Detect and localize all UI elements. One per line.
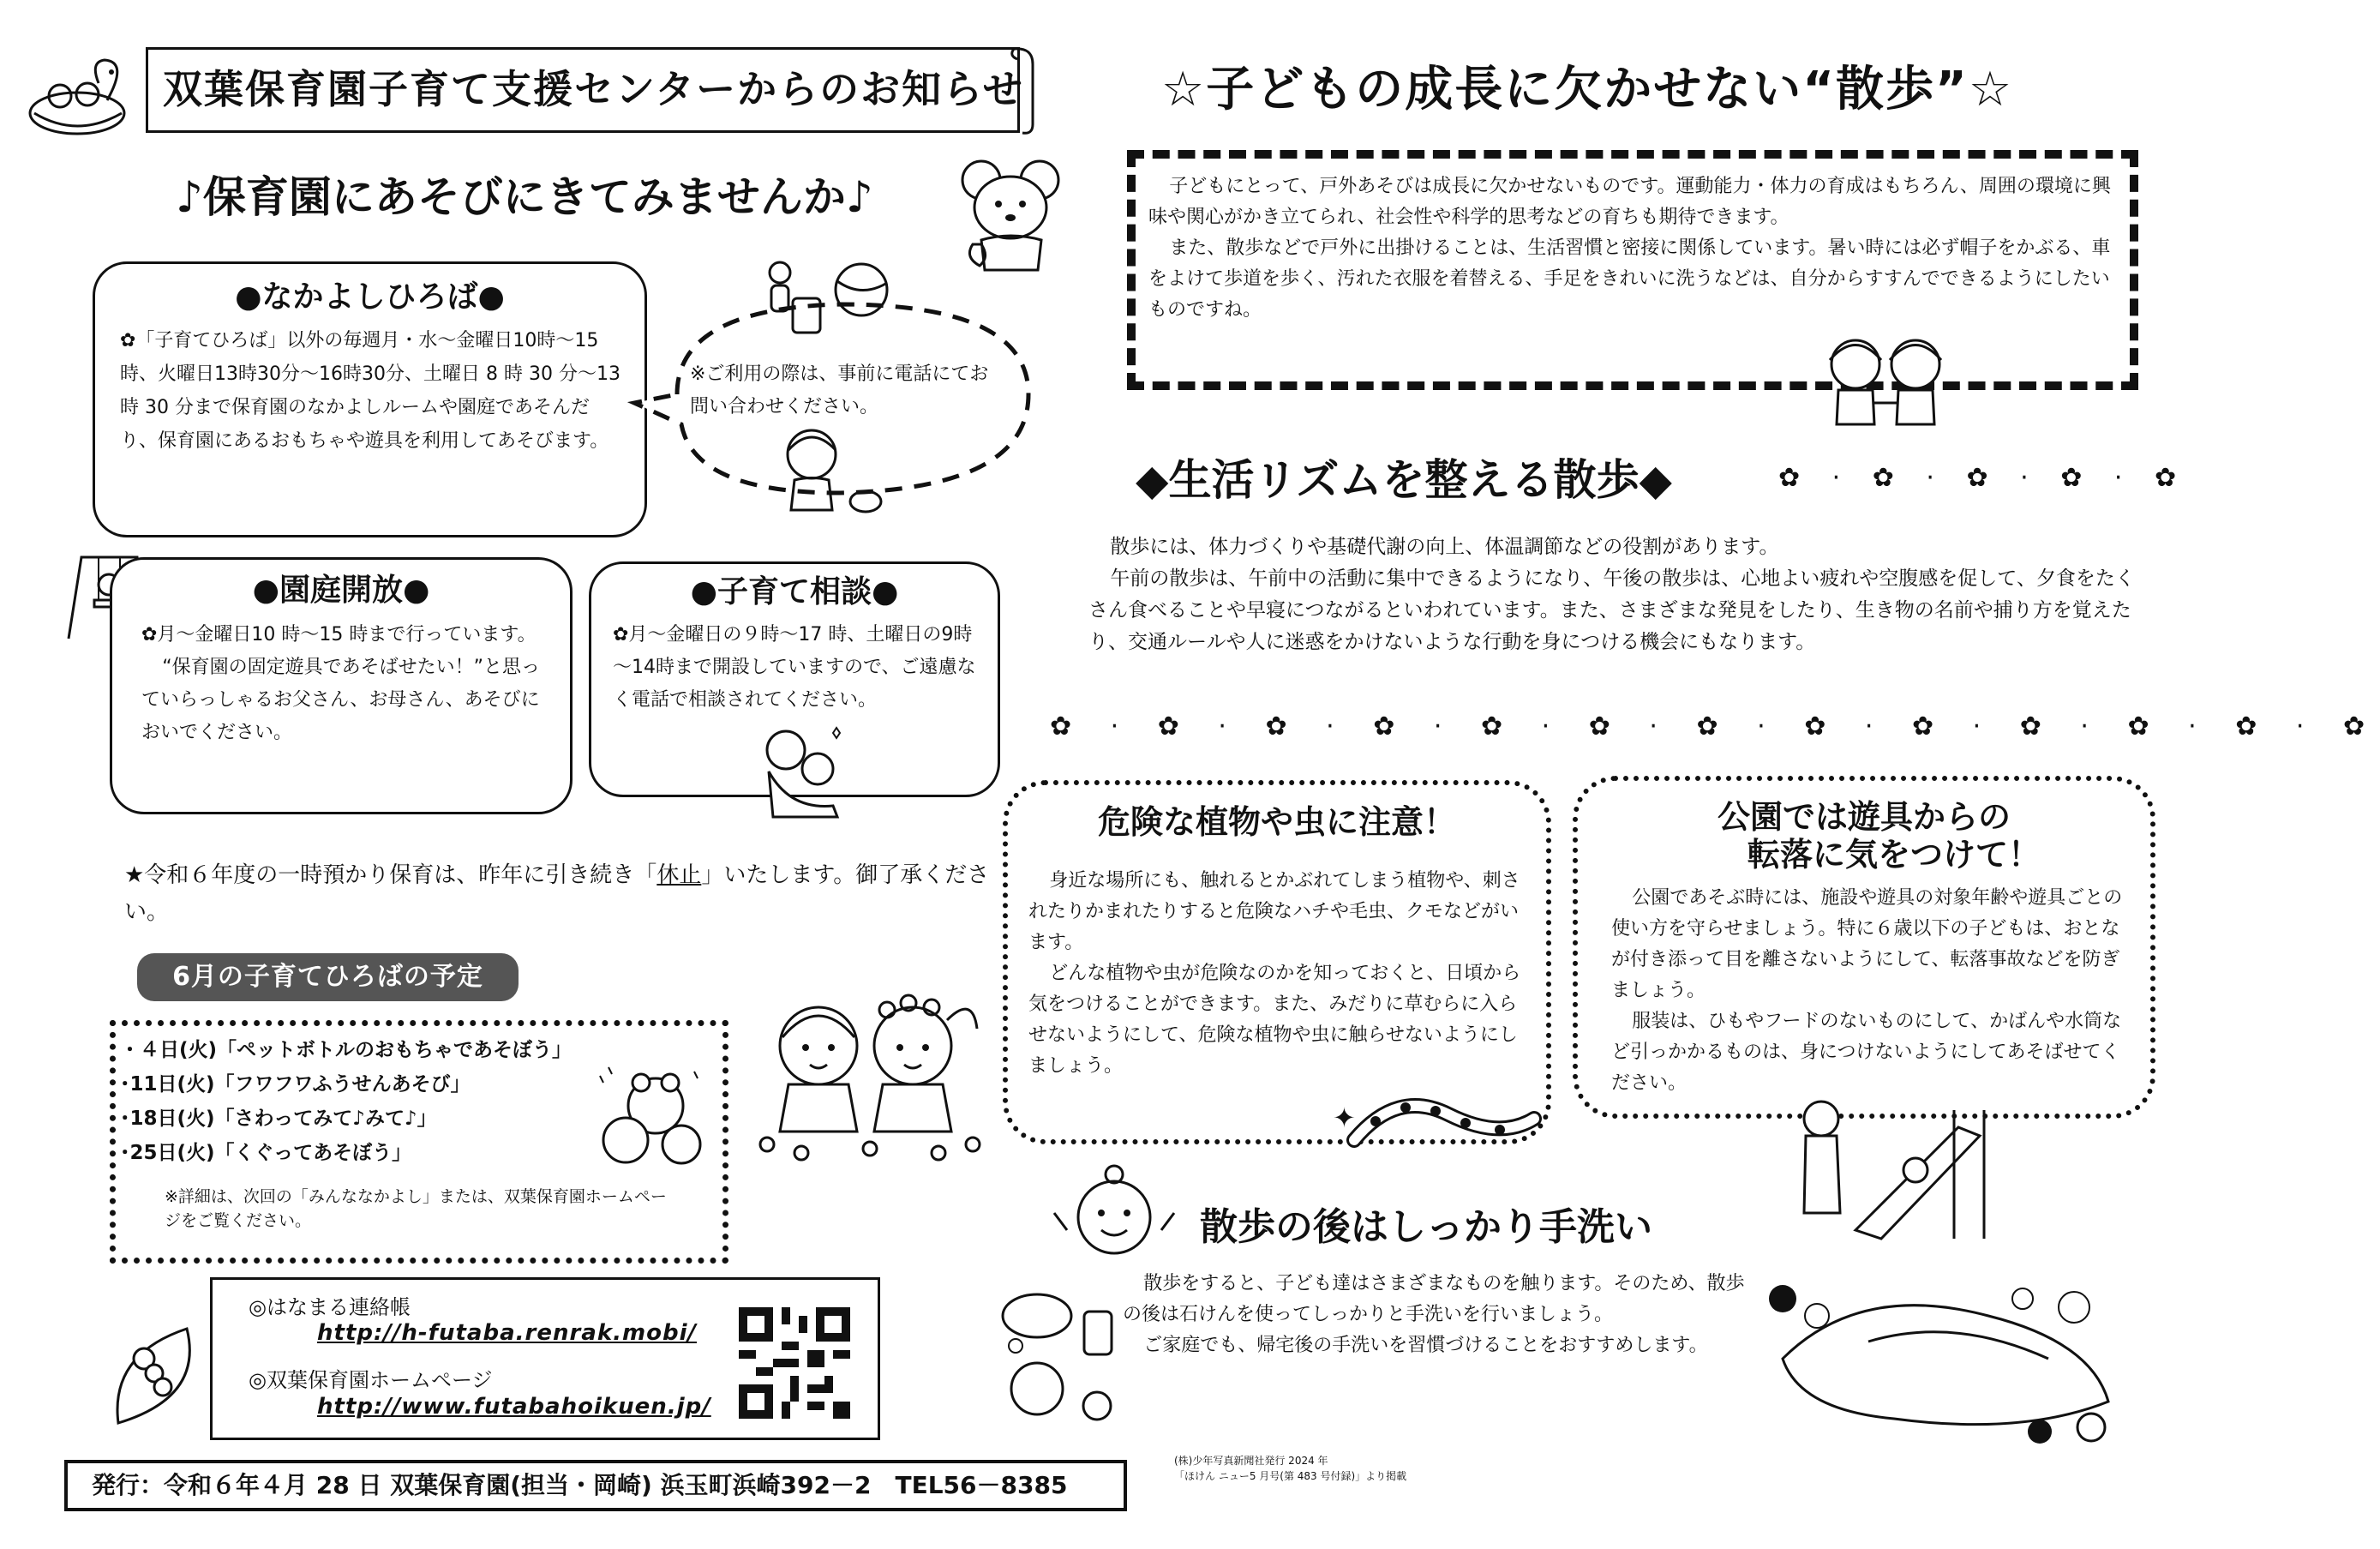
schedule-note: ※詳細は、次回の「みんななかよし」または、双葉保育園ホームページをご覧ください。 bbox=[165, 1187, 667, 1230]
park-p2: 服装は、ひもやフードのないものにして、かばんや水筒など引っかかるものは、身につけないようにしてあそばせてください。 bbox=[1611, 1011, 2122, 1094]
danger-p1: 身近な場所にも、触れるとかぶれてしまう植物や、刺されたりかまれたりすると危険なハチや毛虫、クモなどがいます。 bbox=[1028, 870, 1520, 953]
header-banner-title: 双葉保育園子育て支援センターからのお知らせ bbox=[163, 66, 1024, 112]
danger-p2: どんな植物や虫が危険なのかを知っておくと、日頃から気をつけることができます。また、みだりに草むらに入らせないようにして、危険な植物や虫に触らせないようにしましょう。 bbox=[1028, 963, 1521, 1077]
slide-and-child-illustration bbox=[1787, 1084, 1993, 1247]
mother-and-baby-illustration bbox=[756, 724, 850, 819]
caterpillar-illustration bbox=[1337, 1080, 1551, 1157]
kosodate-soudan-text: ✿月～金曜日の９時～17 時、土曜日の9時～14時まで開設していますので、ご遠慮なく電話で相談されてください。 bbox=[613, 624, 976, 711]
nakayoshi-hiroba-title: ●なかよしひろば● bbox=[235, 279, 505, 315]
entei-kaiho-text bbox=[141, 619, 553, 749]
park-title-1: 公園では遊具からの bbox=[1717, 798, 2011, 836]
mother-bird-nest-illustration bbox=[26, 53, 141, 139]
park-text bbox=[1611, 883, 2125, 1099]
child-with-toy-illustration bbox=[776, 424, 887, 519]
ichiji-azukari-notice bbox=[124, 857, 990, 931]
park-p1: 公園であそぶ時には、施設や遊具の対象年齢や遊具ごとの使い方を守らせましょう。特に６歳以下の子どもは、おとなが付き添って目を離さないようにして、転落事故などを防ぎましょう。 bbox=[1611, 887, 2123, 1001]
caterpillar-on-leaf-illustration bbox=[110, 1320, 204, 1432]
notice-pre: ★令和６年度の一時預かり保育は、昨年に引き続き「 bbox=[124, 862, 657, 888]
wash-text bbox=[1123, 1269, 1748, 1361]
kosodate-soudan-title: ●子育て相談● bbox=[690, 574, 899, 609]
toys-illustration bbox=[758, 255, 896, 341]
link-homepage-label: ◎双葉保育園ホームページ bbox=[249, 1368, 493, 1392]
intro-p2: また、散歩などで戸外に出掛けることは、生活習慣と密接に関係しています。暑い時には必ず帽子をかぶる、車をよけて歩道を歩く、汚れた衣服を着替える、手足をきれいに洗うなどは、自分からすすんでできるようにしたいものですね。 bbox=[1148, 237, 2111, 321]
invite-title: ♪保育園にあそびにきてみませんか♪ bbox=[176, 172, 873, 222]
schedule-item: ･18日(火)「さわってみて♪みて♪」 bbox=[120, 1108, 437, 1130]
sanpo-main-title: ☆子どもの成長に欠かせない“散歩”☆ bbox=[1161, 62, 2014, 117]
qr-code-icon[interactable] bbox=[739, 1307, 850, 1419]
credit-line-1: (株)少年写真新聞社発行 2024 年 bbox=[1174, 1455, 1328, 1467]
rhythm-p2: 午前の散歩は、午前中の活動に集中できるようになり、午後の散歩は、心地よい疲れや空腹感を促して、夕食をたくさん食べることや早寝につながるといわれています。また、さまざまな発見をしたり、生き物の名前や捕り方を覚えたり、交通ルールや人に迷惑をかけないような行動を身につける機会にもなります。 bbox=[1088, 567, 2135, 653]
schedule-item: ･11日(火)「フワフワふうせんあそび」 bbox=[120, 1073, 471, 1096]
wash-title: 散歩の後はしっかり手洗い bbox=[1200, 1205, 1652, 1249]
schedule-item: ･25日(火)「くぐってあそぼう」 bbox=[120, 1142, 412, 1164]
park-title-2: 転落に気をつけて！ bbox=[1747, 836, 2041, 874]
rhythm-text bbox=[1088, 531, 2138, 658]
notice-post: 」いたします。御了承ください。 bbox=[124, 862, 990, 925]
link-renraku-url[interactable]: http://h-futaba.renrak.mobi/ bbox=[317, 1320, 697, 1346]
intro-p1: 子どもにとって、戸外あそびは成長に欠かせないものです。運動能力・体力の育成はもちろん、周囲の環境に興味や関心がかき立てられ、社会性や科学的思考などの育ちも期待できます。 bbox=[1148, 176, 2111, 228]
soap-bubbles-characters-illustration bbox=[994, 1286, 1123, 1432]
schedule-item: ・４日(火)「ペットボトルのおもちゃであそぼう」 bbox=[120, 1039, 573, 1061]
notice-emphasis: 休止 bbox=[656, 862, 702, 888]
link-renraku-label: ◎はなまる連絡帳 bbox=[249, 1295, 411, 1319]
link-homepage-url[interactable]: http://www.futabahoikuen.jp/ bbox=[317, 1394, 711, 1420]
entei-kaiho-p1: ✿月～金曜日10 時～15 時まで行っています。 bbox=[141, 624, 537, 645]
smiling-sun-character-illustration bbox=[1050, 1162, 1178, 1273]
frog-in-rain-illustration bbox=[591, 1059, 711, 1170]
intro-text bbox=[1148, 171, 2117, 326]
schedule-list bbox=[120, 1033, 634, 1170]
rhythm-title: ◆生活リズムを整える散歩◆ bbox=[1136, 455, 1672, 505]
wash-p1: 散歩をすると、子ども達はさまざまなものを触ります。そのため、散歩の後は石けんを使ってしっかりと手洗いを行いましょう。 bbox=[1123, 1273, 1745, 1325]
credit-line-2: 「ほけん ニュー5 月号(第 483 号付録)」より掲載 bbox=[1174, 1470, 1407, 1482]
wash-p2: ご家庭でも、帰宅後の手洗いを習慣づけることをおすすめします。 bbox=[1143, 1335, 1708, 1356]
rhythm-clover-row: ✿ · ✿ · ✿ · ✿ · ✿ bbox=[1778, 463, 2189, 493]
nakayoshi-hiroba-text: ✿「子育てひろば」以外の毎週月・水～金曜日10時～15時、火曜日13時30分～16時30分、土曜日 8 時 30 分～13 時 30 分まで保育園のなかよしルームや園庭であそんだり、保育園にあるおもちゃや遊具を利用してあそびます。 bbox=[120, 330, 620, 452]
washing-hands-illustration bbox=[1766, 1264, 2125, 1453]
children-with-flowers-illustration bbox=[741, 986, 998, 1166]
schedule-tab: 6月の子育てひろばの予定 bbox=[137, 953, 519, 1001]
bubble-note: ※ご利用の際は、事前に電話にてお問い合わせください。 bbox=[690, 363, 989, 417]
publisher-footer: 発行：令和６年４月 28 日 双葉保育園(担当・岡崎) 浜玉町浜崎392－2 TEL56－8385 bbox=[64, 1460, 1127, 1511]
clover-divider: ✿ · ✿ · ✿ · ✿ · ✿ · ✿ · ✿ · ✿ · ✿ · ✿ · ✿ · ✿ · ✿ bbox=[1050, 711, 2380, 741]
entei-kaiho-title: ●園庭開放● bbox=[252, 573, 430, 608]
mouse-with-strawberry-illustration bbox=[956, 154, 1067, 274]
two-children-walking-illustration bbox=[1821, 330, 1950, 441]
sparkle-icon: ✦ bbox=[1333, 1102, 1356, 1134]
entei-kaiho-p2: “保育園の固定遊具であそばせたい！”と思っていらっしゃるお父さん、お母さん、あそびにおいでください。 bbox=[141, 657, 540, 743]
danger-text bbox=[1028, 866, 1526, 1082]
danger-title: 危険な植物や虫に注意！ bbox=[1097, 803, 1456, 841]
rhythm-p1: 散歩には、体力づくりや基礎代謝の向上、体温調節などの役割があります。 bbox=[1110, 536, 1779, 558]
